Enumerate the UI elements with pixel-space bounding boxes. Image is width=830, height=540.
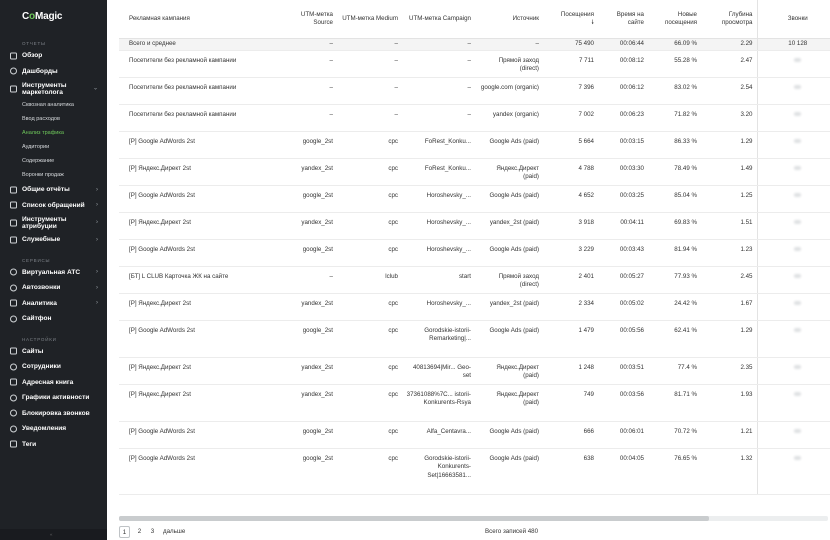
row-calls (757, 357, 830, 384)
blurred-value (794, 166, 801, 170)
tag-icon (10, 441, 17, 448)
row-campaign: [P] Яндекс.Директ 2st (119, 357, 279, 384)
row-depth: 1.32 (701, 448, 757, 494)
row-utm-medium: cpc (337, 293, 402, 320)
row-new-visits: 83.02 % (648, 77, 701, 104)
row-depth: 1.29 (701, 320, 757, 357)
row-new-visits: 78.49 % (648, 158, 701, 185)
table-row[interactable] (119, 212, 830, 239)
row-campaign: [P] Яндекс.Директ 2st (119, 158, 279, 185)
row-time: 00:03:56 (598, 384, 648, 421)
row-calls (757, 131, 830, 158)
row-depth: 1.51 (701, 212, 757, 239)
sidebar-item-tags[interactable]: Теги (0, 437, 107, 453)
row-source: Яндекс.Директ (paid) (475, 158, 543, 185)
table-row[interactable] (119, 50, 830, 77)
total-row (119, 38, 830, 50)
row-source: yandex_2st (paid) (475, 293, 543, 320)
row-utm-campaign: FoRest_Konku... (402, 158, 475, 185)
row-source: Google Ads (paid) (475, 448, 543, 494)
row-utm-source: google_2st (279, 421, 337, 448)
row-time: 00:06:12 (598, 77, 648, 104)
row-utm-source: google_2st (279, 320, 337, 357)
total-visits: 75 490 (543, 38, 598, 50)
row-new-visits: 55.28 % (648, 50, 701, 77)
page-3-button[interactable]: 3 (150, 528, 155, 535)
row-campaign: [P] Google AdWords 2st (119, 131, 279, 158)
row-calls (757, 185, 830, 212)
sidebar-subitem-content[interactable]: Содержание (22, 158, 55, 164)
row-depth: 1.21 (701, 421, 757, 448)
row-campaign: [P] Google AdWords 2st (119, 239, 279, 266)
report-table (119, 0, 830, 495)
blurred-value (794, 85, 801, 89)
table-row[interactable] (119, 158, 830, 185)
marketing-tools-icon (10, 85, 17, 92)
blurred-value (794, 456, 801, 460)
row-visits: 4 788 (543, 158, 598, 185)
row-utm-medium: cpc (337, 421, 402, 448)
row-source: yandex (organic) (475, 104, 543, 131)
row-calls (757, 448, 830, 494)
sidebar-item-employees[interactable]: Сотрудники (0, 359, 107, 375)
scrollbar-thumb[interactable] (119, 516, 709, 521)
row-utm-medium: cpc (337, 158, 402, 185)
row-utm-campaign: Alfa_Centavra... (402, 421, 475, 448)
row-calls (757, 50, 830, 77)
row-campaign: [P] Google AdWords 2st (119, 448, 279, 494)
row-depth: 1.25 (701, 185, 757, 212)
row-time: 00:03:51 (598, 357, 648, 384)
row-time: 00:04:11 (598, 212, 648, 239)
row-visits: 1 248 (543, 357, 598, 384)
sort-desc-icon: 🠗 (591, 19, 594, 26)
row-depth: 1.93 (701, 384, 757, 421)
dashboard-icon (10, 68, 17, 75)
row-new-visits: 69.83 % (648, 212, 701, 239)
row-calls (757, 320, 830, 357)
header-time-on-site[interactable]: Время на сайте (598, 0, 648, 38)
analytics-icon (10, 300, 17, 307)
row-time: 00:08:12 (598, 50, 648, 77)
row-utm-source: – (279, 104, 337, 131)
service-icon (10, 236, 17, 243)
sidebar-collapse[interactable] (0, 529, 107, 540)
header-calls[interactable]: Звонки (757, 0, 830, 38)
row-new-visits: 62.41 % (648, 320, 701, 357)
header-visits[interactable]: Посещения 🠗 (543, 0, 598, 38)
row-utm-campaign: – (402, 104, 475, 131)
row-visits: 7 711 (543, 50, 598, 77)
row-source: yandex_2st (paid) (475, 212, 543, 239)
row-visits: 3 229 (543, 239, 598, 266)
row-campaign: [P] Google AdWords 2st (119, 185, 279, 212)
row-new-visits: 71.82 % (648, 104, 701, 131)
row-calls (757, 384, 830, 421)
row-calls (757, 266, 830, 293)
row-utm-source: yandex_2st (279, 357, 337, 384)
sidebar-item-activity-schedules[interactable]: Графики активности (0, 390, 107, 406)
chevron-right-icon: › (96, 236, 98, 243)
row-new-visits: 81.71 % (648, 384, 701, 421)
total-calls: 10 128 (757, 38, 830, 50)
page-1-button[interactable]: 1 (119, 526, 130, 538)
row-utm-campaign: – (402, 77, 475, 104)
horizontal-scrollbar[interactable] (119, 516, 828, 521)
total-utm-campaign: – (402, 38, 475, 50)
row-visits: 749 (543, 384, 598, 421)
blurred-value (794, 58, 801, 62)
total-source: – (475, 38, 543, 50)
row-time: 00:06:01 (598, 421, 648, 448)
table-row[interactable] (119, 293, 830, 320)
row-utm-medium: cpc (337, 185, 402, 212)
row-calls (757, 104, 830, 131)
row-campaign: [БТ] L CLUB Карточка ЖК на сайте (119, 266, 279, 293)
row-utm-medium: cpc (337, 131, 402, 158)
pagination-footer (119, 524, 828, 540)
autocall-icon (10, 284, 17, 291)
chevron-down-icon: ⌄ (92, 85, 98, 91)
row-utm-source: – (279, 50, 337, 77)
row-calls (757, 158, 830, 185)
sidebar-item-notifications[interactable]: Уведомления (0, 421, 107, 437)
row-utm-campaign: Gorodskie-istorii-Remarketing|... (402, 320, 475, 357)
row-calls (757, 212, 830, 239)
total-time: 00:06:44 (598, 38, 648, 50)
row-depth: 1.29 (701, 131, 757, 158)
row-utm-source: – (279, 266, 337, 293)
row-utm-medium: lclub (337, 266, 402, 293)
header-utm-campaign[interactable]: UTM-метка Campaign (402, 0, 475, 38)
row-calls (757, 293, 830, 320)
row-campaign: [P] Яндекс.Директ 2st (119, 384, 279, 421)
blurred-value (794, 274, 801, 278)
row-time: 00:05:27 (598, 266, 648, 293)
row-campaign: Посетители без рекламной кампании (119, 50, 279, 77)
app-logo[interactable]: CoMagic (22, 11, 63, 22)
row-visits: 1 479 (543, 320, 598, 357)
sidebar-subitem-traffic-analysis[interactable]: Анализ трафика (22, 130, 64, 136)
table-row[interactable] (119, 104, 830, 131)
address-book-icon (10, 379, 17, 386)
row-utm-source: yandex_2st (279, 212, 337, 239)
row-utm-campaign: start (402, 266, 475, 293)
row-depth: 3.20 (701, 104, 757, 131)
blurred-value (794, 247, 801, 251)
header-depth[interactable]: Глубина просмотра (701, 0, 757, 38)
row-visits: 5 664 (543, 131, 598, 158)
row-depth: 2.45 (701, 266, 757, 293)
row-depth: 2.35 (701, 357, 757, 384)
sidebar-item-general-reports[interactable]: Общие отчёты › (0, 182, 107, 198)
header-utm-medium[interactable]: UTM-метка Medium (337, 0, 402, 38)
collapse-icon: « (50, 532, 53, 537)
row-utm-medium: – (337, 104, 402, 131)
total-utm-source: – (279, 38, 337, 50)
row-utm-medium: cpc (337, 239, 402, 266)
header-utm-source[interactable]: UTM-метка Source (279, 0, 337, 38)
table-row[interactable] (119, 185, 830, 212)
row-visits: 4 652 (543, 185, 598, 212)
row-utm-campaign: Horoshevsky_... (402, 239, 475, 266)
row-utm-medium: cpc (337, 357, 402, 384)
main-content (107, 0, 830, 540)
chevron-right-icon: › (96, 269, 98, 276)
sidebar-item-address-book[interactable]: Адресная книга (0, 375, 107, 391)
row-visits: 7 396 (543, 77, 598, 104)
table-row[interactable] (119, 320, 830, 357)
row-visits: 2 401 (543, 266, 598, 293)
row-time: 00:03:15 (598, 131, 648, 158)
total-campaign: Всего и среднее (119, 38, 279, 50)
blurred-value (794, 139, 801, 143)
blurred-value (794, 220, 801, 224)
row-new-visits: 77.4 % (648, 357, 701, 384)
row-time: 00:03:43 (598, 239, 648, 266)
sidebar-item-service[interactable]: Служебные › (0, 232, 107, 248)
list-icon (10, 202, 17, 209)
row-source: Google Ads (paid) (475, 421, 543, 448)
overview-icon (10, 52, 17, 59)
sidebar-item-attribution-tools[interactable]: Инструменты атрибуции › (0, 213, 107, 232)
sidebar-subitem-sales-funnel[interactable]: Воронки продаж (22, 172, 64, 178)
row-utm-source: google_2st (279, 131, 337, 158)
blurred-value (794, 392, 801, 396)
row-utm-campaign: 37361088%7C... istorii-Konkurents-Rsya (402, 384, 475, 421)
phone-icon (10, 269, 17, 276)
row-time: 00:05:56 (598, 320, 648, 357)
row-time: 00:05:02 (598, 293, 648, 320)
chevron-right-icon: › (96, 186, 98, 193)
row-visits: 666 (543, 421, 598, 448)
sidebar-item-call-blocking[interactable]: Блокировка звонков (0, 406, 107, 422)
chevron-right-icon: › (96, 202, 98, 209)
row-source: Google Ads (paid) (475, 239, 543, 266)
row-utm-source: – (279, 77, 337, 104)
chevron-right-icon: › (96, 219, 98, 225)
row-visits: 3 918 (543, 212, 598, 239)
row-new-visits: 86.33 % (648, 131, 701, 158)
table-row[interactable] (119, 239, 830, 266)
row-utm-medium: cpc (337, 384, 402, 421)
header-campaign[interactable]: Рекламная кампания (119, 0, 279, 38)
sidebar-item-dashboards[interactable]: Дашборды (0, 64, 107, 80)
sidebar-item-analytics[interactable]: Аналитика › (0, 296, 107, 312)
employees-icon (10, 363, 17, 370)
table-row[interactable] (119, 77, 830, 104)
section-reports: ОТЧЕТЫ (22, 41, 46, 46)
clock-icon (10, 394, 17, 401)
row-campaign: [P] Google AdWords 2st (119, 320, 279, 357)
row-source: Яндекс.Директ (paid) (475, 357, 543, 384)
sidebar-subitem-end-to-end[interactable]: Сквозная аналитика (22, 102, 74, 108)
row-utm-campaign: Horoshevsky_... (402, 293, 475, 320)
sidebar (0, 0, 107, 540)
chevron-right-icon: › (96, 300, 98, 307)
row-utm-medium: cpc (337, 448, 402, 494)
row-utm-campaign: – (402, 50, 475, 77)
sidebar-item-requests-list[interactable]: Список обращений › (0, 198, 107, 214)
blurred-value (794, 301, 801, 305)
row-utm-source: yandex_2st (279, 384, 337, 421)
row-utm-campaign: 40813694|Mir... Geo-set (402, 357, 475, 384)
total-utm-medium: – (337, 38, 402, 50)
row-utm-campaign: Horoshevsky_... (402, 185, 475, 212)
row-source: Прямой заход (direct) (475, 50, 543, 77)
row-depth: 2.47 (701, 50, 757, 77)
row-utm-campaign: Horoshevsky_... (402, 212, 475, 239)
row-utm-source: google_2st (279, 239, 337, 266)
row-utm-source: yandex_2st (279, 158, 337, 185)
total-new-visits: 66.09 % (648, 38, 701, 50)
table-row[interactable] (119, 448, 830, 494)
row-utm-campaign: FoRest_Konku... (402, 131, 475, 158)
row-source: Прямой заход (direct) (475, 266, 543, 293)
blurred-value (794, 193, 801, 197)
row-source: Google Ads (paid) (475, 320, 543, 357)
reports-icon (10, 186, 17, 193)
next-page-link[interactable]: дальше (163, 528, 186, 535)
attribution-icon (10, 219, 17, 226)
row-calls (757, 77, 830, 104)
row-new-visits: 81.94 % (648, 239, 701, 266)
row-source: Google Ads (paid) (475, 185, 543, 212)
row-calls (757, 239, 830, 266)
row-time: 00:03:25 (598, 185, 648, 212)
row-time: 00:04:05 (598, 448, 648, 494)
row-depth: 1.23 (701, 239, 757, 266)
row-visits: 638 (543, 448, 598, 494)
row-source: google.com (organic) (475, 77, 543, 104)
sidebar-item-sitephone[interactable]: Сайтфон (0, 311, 107, 327)
table-row[interactable] (119, 384, 830, 421)
sidebar-subitem-expenses-input[interactable]: Ввод расходов (22, 116, 60, 122)
row-visits: 7 002 (543, 104, 598, 131)
table-row[interactable] (119, 266, 830, 293)
table-row[interactable] (119, 421, 830, 448)
row-utm-medium: cpc (337, 212, 402, 239)
row-time: 00:06:23 (598, 104, 648, 131)
row-new-visits: 24.42 % (648, 293, 701, 320)
row-depth: 2.54 (701, 77, 757, 104)
sidebar-item-virtual-pbx[interactable]: Виртуальная АТС › (0, 265, 107, 281)
row-utm-source: yandex_2st (279, 293, 337, 320)
row-new-visits: 85.04 % (648, 185, 701, 212)
header-new-visits[interactable]: Новые посещения (648, 0, 701, 38)
table-row[interactable] (119, 131, 830, 158)
row-visits: 2 334 (543, 293, 598, 320)
chevron-right-icon: › (96, 284, 98, 291)
bell-icon (10, 425, 17, 432)
row-new-visits: 77.93 % (648, 266, 701, 293)
report-table-container (119, 0, 830, 515)
blurred-value (794, 429, 801, 433)
table-header-row (119, 0, 830, 38)
blurred-value (794, 328, 801, 332)
row-utm-medium: – (337, 50, 402, 77)
row-source: Google Ads (paid) (475, 131, 543, 158)
sidebar-item-marketing-tools[interactable]: Инструменты маркетолога ⌄ (0, 79, 107, 98)
sidebar-item-overview[interactable]: Обзор (0, 48, 107, 64)
header-source[interactable]: Источник (475, 0, 543, 38)
sidebar-subitem-audiences[interactable]: Аудитории (22, 144, 50, 150)
sitephone-icon (10, 315, 17, 322)
sidebar-item-sites[interactable]: Сайты (0, 344, 107, 360)
sidebar-item-autocalls[interactable]: Автозвонки › (0, 280, 107, 296)
row-campaign: Посетители без рекламной кампании (119, 104, 279, 131)
row-utm-medium: – (337, 77, 402, 104)
total-records: Всего записей 480 (485, 528, 539, 535)
row-time: 00:03:30 (598, 158, 648, 185)
row-calls (757, 421, 830, 448)
page-2-button[interactable]: 2 (137, 528, 142, 535)
row-utm-source: google_2st (279, 448, 337, 494)
row-utm-campaign: Gorodskie-istorii-Konkurents-Set|16663581... (402, 448, 475, 494)
blurred-value (794, 365, 801, 369)
row-new-visits: 76.65 % (648, 448, 701, 494)
total-depth: 2.29 (701, 38, 757, 50)
row-utm-medium: cpc (337, 320, 402, 357)
row-depth: 1.49 (701, 158, 757, 185)
block-icon (10, 410, 17, 417)
row-campaign: Посетители без рекламной кампании (119, 77, 279, 104)
section-settings: НАСТРОЙКИ (22, 336, 57, 342)
table-row[interactable] (119, 357, 830, 384)
row-depth: 1.67 (701, 293, 757, 320)
row-campaign: [P] Яндекс.Директ 2st (119, 293, 279, 320)
row-source: Яндекс.Директ (paid) (475, 384, 543, 421)
row-utm-source: google_2st (279, 185, 337, 212)
sites-icon (10, 348, 17, 355)
row-new-visits: 70.72 % (648, 421, 701, 448)
blurred-value (794, 112, 801, 116)
row-campaign: [P] Яндекс.Директ 2st (119, 212, 279, 239)
section-services: СЕРВИСЫ (22, 257, 51, 263)
row-campaign: [P] Google AdWords 2st (119, 421, 279, 448)
